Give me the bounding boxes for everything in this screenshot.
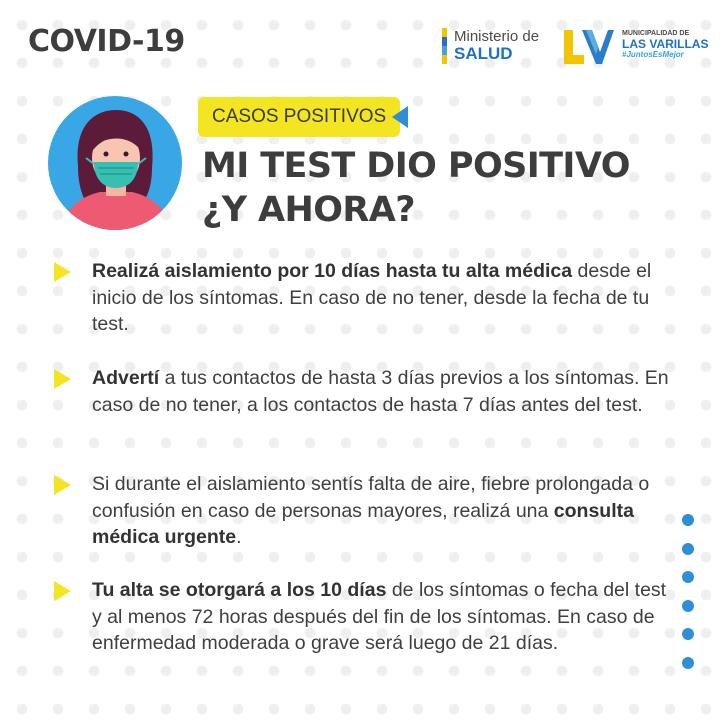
- list-item: [50, 577, 670, 657]
- headline-line2: ¿Y AHORA?: [202, 190, 415, 230]
- triangle-bullet-icon: [54, 369, 71, 389]
- bullet-text: desde el inicio de los síntomas. En caso de no tener, desde la fecha de tu test.: [92, 260, 652, 335]
- headline: [202, 144, 630, 232]
- triangle-bullet-icon: [54, 475, 71, 495]
- headline-line1: MI TEST DIO POSITIVO: [202, 146, 630, 186]
- bullet-text-end: .: [236, 526, 242, 548]
- bullet-bold: Tu alta se otorgará a los 10 días: [92, 579, 387, 601]
- ministerio-line2: SALUD: [454, 44, 513, 63]
- triangle-bullet-icon: [54, 262, 71, 282]
- lv-logo-icon: [564, 30, 614, 64]
- bullet-text: a tus contactos de hasta 3 días previos a los síntomas. En caso de no tener, a los contactos de hasta 7 días antes del test.: [92, 367, 669, 416]
- ministerio-color-bar: [442, 28, 447, 64]
- bullet-bold: consulta médica urgente: [92, 499, 634, 548]
- municipio-line2: LAS VARILLAS: [622, 37, 709, 51]
- list-item: [50, 365, 670, 418]
- dot-decoration: [682, 600, 694, 612]
- badge-arrow-icon: [392, 106, 408, 128]
- list-item: [50, 258, 670, 338]
- decorative-dots: [682, 514, 694, 685]
- covid-title: COVID-19: [28, 24, 185, 59]
- ministerio-line1: Ministerio de: [454, 28, 540, 45]
- dot-decoration: [682, 514, 694, 526]
- dot-decoration: [682, 657, 694, 669]
- bullet-bold: Realizá aislamiento por 10 días hasta tu alta médica: [92, 260, 573, 282]
- dot-decoration: [682, 543, 694, 555]
- bullet-text: Si durante el aislamiento sentís falta de aire, fiebre prolongada o confusión en caso de personas mayores, realizá una: [92, 473, 650, 522]
- bullet-bold: Advertí: [92, 367, 160, 389]
- list-item: [50, 471, 670, 551]
- casos-positivos-badge: CASOS POSITIVOS: [198, 97, 400, 137]
- triangle-bullet-icon: [54, 581, 71, 601]
- municipio-logo-text: [622, 30, 708, 59]
- dot-decoration: [682, 628, 694, 640]
- municipio-line1: MUNICIPALIDAD DE: [622, 30, 690, 37]
- municipio-hashtag: #JuntosEsMejor: [622, 50, 684, 59]
- dot-decoration: [682, 571, 694, 583]
- bullet-text: de los síntomas o fecha del test y al menos 72 horas después del fin de los síntomas. En caso de enfermedad moderada o grave será luego de 21 días.: [92, 579, 667, 654]
- woman-with-mask-icon: [48, 96, 182, 230]
